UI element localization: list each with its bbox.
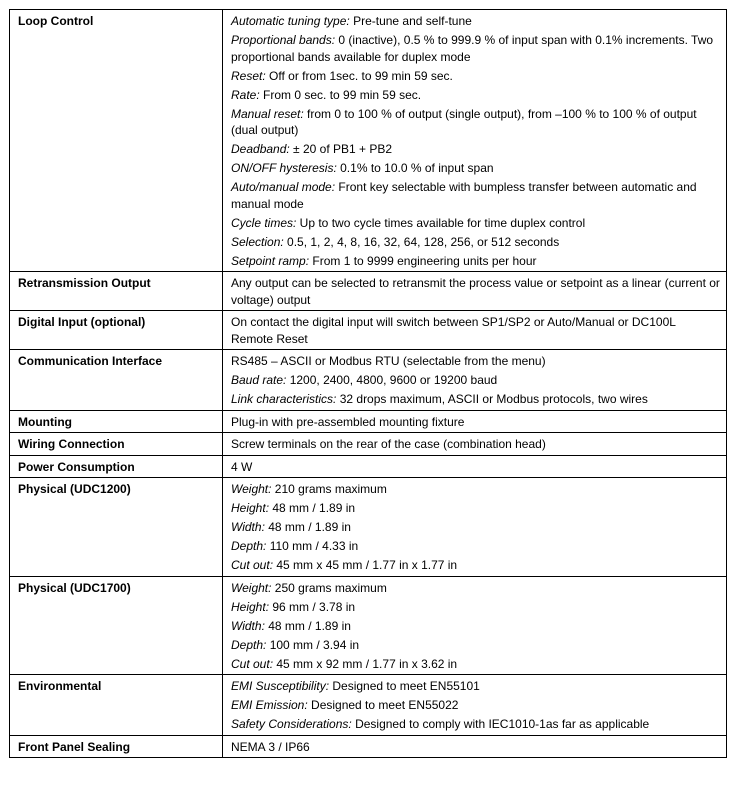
spec-text: Up to two cycle times available for time duplex control — [296, 215, 586, 230]
spec-row — [10, 350, 727, 411]
spec-key: Setpoint ramp: — [231, 253, 310, 268]
spec-label: Retransmission Output — [10, 272, 223, 311]
spec-label: Environmental — [10, 675, 223, 736]
spec-text: 110 mm / 4.33 in — [266, 539, 359, 553]
spec-label: Power Consumption — [10, 455, 223, 478]
spec-key: EMI Susceptibility: — [231, 679, 330, 693]
spec-value-line — [231, 656, 720, 673]
spec-text: Pre-tune and self-tune — [349, 14, 472, 28]
spec-key: Depth: — [231, 637, 267, 652]
spec-value-line — [231, 13, 720, 30]
spec-value-line — [231, 68, 720, 85]
spec-text: 4 W — [231, 459, 253, 474]
spec-value — [223, 433, 727, 456]
specification-table — [9, 9, 727, 758]
spec-value-line — [231, 314, 720, 347]
spec-key: Safety Considerations: — [231, 717, 352, 731]
spec-value-line — [231, 459, 720, 476]
spec-key: Deadband: — [231, 142, 290, 156]
spec-value-line — [231, 436, 720, 453]
spec-key: Automatic tuning type: — [231, 14, 350, 28]
spec-key: Auto/manual mode: — [231, 180, 336, 194]
spec-key: Width: — [231, 520, 265, 534]
spec-key: Proportional bands: — [231, 33, 336, 47]
spec-value-line — [231, 253, 720, 270]
spec-text: Designed to comply with IEC1010-1as far as applicable — [351, 717, 650, 731]
spec-text: 45 mm x 92 mm / 1.77 in x 3.62 in — [273, 656, 458, 671]
spec-key: Height: — [231, 599, 270, 614]
spec-value-line — [231, 106, 720, 139]
spec-text: 32 drops maximum, ASCII or Modbus protocols, two wires — [336, 392, 648, 406]
spec-value-line — [231, 32, 720, 65]
spec-text: From 1 to 9999 engineering units per hour — [309, 253, 537, 268]
spec-text: Plug-in with pre-assembled mounting fixture — [231, 414, 465, 429]
spec-row — [10, 735, 727, 758]
spec-value-line — [231, 481, 720, 498]
spec-row — [10, 455, 727, 478]
spec-key: Cycle times: — [231, 215, 297, 230]
spec-key: Link characteristics: — [231, 392, 337, 406]
spec-text: ± 20 of PB1 + PB2 — [289, 142, 393, 156]
spec-value — [223, 10, 727, 272]
spec-label: Mounting — [10, 410, 223, 433]
spec-text: 45 mm x 45 mm / 1.77 in x 1.77 in — [273, 558, 458, 572]
spec-key: Cut out: — [231, 558, 274, 572]
spec-value-line — [231, 580, 720, 597]
spec-value-line — [231, 160, 720, 177]
spec-value — [223, 576, 727, 675]
spec-value — [223, 455, 727, 478]
spec-value — [223, 311, 727, 350]
spec-value-line — [231, 353, 720, 370]
spec-value-line — [231, 215, 720, 232]
spec-label: Digital Input (optional) — [10, 311, 223, 350]
spec-row — [10, 10, 727, 272]
spec-value-line — [231, 414, 720, 431]
spec-text: from 0 to 100 % of output (single output), from –100 % to 100 % of output (dual output) — [231, 106, 697, 137]
spec-key: Selection: — [231, 234, 284, 249]
specification-table-body — [10, 10, 727, 758]
spec-key: Height: — [231, 501, 270, 515]
spec-value-line — [231, 500, 720, 517]
spec-value-line — [231, 678, 720, 695]
spec-value-line — [231, 179, 720, 212]
spec-value — [223, 410, 727, 433]
spec-text: Any output can be selected to retransmit the process value or setpoint as a linear (current or voltage) output — [231, 276, 720, 307]
spec-key: Manual reset: — [231, 106, 304, 121]
spec-label: Communication Interface — [10, 350, 223, 411]
spec-key: Cut out: — [231, 656, 274, 671]
spec-row — [10, 410, 727, 433]
spec-value-line — [231, 557, 720, 574]
spec-text: On contact the digital input will switch between SP1/SP2 or Auto/Manual or DC100L Remote Reset — [231, 315, 676, 346]
spec-text: RS485 – ASCII or Modbus RTU (selectable from the menu) — [231, 354, 546, 368]
spec-key: Width: — [231, 618, 265, 633]
spec-label: Physical (UDC1700) — [10, 576, 223, 675]
spec-key: Baud rate: — [231, 373, 287, 387]
spec-text: 0 (inactive), 0.5 % to 999.9 % of input span with 0.1% increments. Two proportional bands available for duplex mode — [231, 33, 714, 64]
spec-value — [223, 735, 727, 758]
spec-text: 210 grams maximum — [271, 482, 387, 496]
spec-value — [223, 675, 727, 736]
spec-value-line — [231, 739, 720, 756]
spec-text: 0.5, 1, 2, 4, 8, 16, 32, 64, 128, 256, or 512 seconds — [283, 234, 560, 249]
spec-row — [10, 272, 727, 311]
spec-key: EMI Emission: — [231, 698, 308, 712]
spec-value-line — [231, 519, 720, 536]
spec-row — [10, 478, 727, 577]
spec-text: 96 mm / 3.78 in — [269, 599, 356, 614]
spec-text: 0.1% to 10.0 % of input span — [336, 161, 494, 175]
spec-row — [10, 433, 727, 456]
spec-text: NEMA 3 / IP66 — [231, 739, 310, 754]
spec-row — [10, 576, 727, 675]
spec-value-line — [231, 716, 720, 733]
spec-label: Front Panel Sealing — [10, 735, 223, 758]
spec-label: Loop Control — [10, 10, 223, 272]
spec-text: 48 mm / 1.89 in — [264, 520, 351, 534]
spec-key: ON/OFF hysteresis: — [231, 161, 337, 175]
spec-text: 250 grams maximum — [271, 580, 387, 595]
spec-value-line — [231, 275, 720, 308]
spec-value-line — [231, 87, 720, 104]
spec-value-line — [231, 538, 720, 555]
spec-key: Weight: — [231, 580, 272, 595]
spec-text: 100 mm / 3.94 in — [266, 637, 360, 652]
spec-value-line — [231, 697, 720, 714]
spec-value — [223, 272, 727, 311]
spec-value-line — [231, 372, 720, 389]
spec-value-line — [231, 141, 720, 158]
spec-key: Rate: — [231, 87, 260, 102]
spec-text: From 0 sec. to 99 min 59 sec. — [259, 87, 422, 102]
spec-value-line — [231, 618, 720, 635]
spec-value — [223, 350, 727, 411]
spec-value-line — [231, 391, 720, 408]
spec-text: 48 mm / 1.89 in — [269, 501, 356, 515]
spec-row — [10, 311, 727, 350]
spec-key: Depth: — [231, 539, 267, 553]
spec-key: Reset: — [231, 68, 266, 83]
spec-label: Physical (UDC1200) — [10, 478, 223, 577]
spec-text: Designed to meet EN55101 — [329, 679, 480, 693]
spec-value-line — [231, 599, 720, 616]
spec-key: Weight: — [231, 482, 272, 496]
spec-text: Screw terminals on the rear of the case (combination head) — [231, 437, 546, 451]
spec-text: Front key selectable with bumpless transfer between automatic and manual mode — [231, 180, 697, 211]
spec-text: 48 mm / 1.89 in — [264, 618, 351, 633]
spec-label: Wiring Connection — [10, 433, 223, 456]
spec-value-line — [231, 234, 720, 251]
spec-text: Designed to meet EN55022 — [307, 698, 459, 712]
spec-value — [223, 478, 727, 577]
spec-text: Off or from 1sec. to 99 min 59 sec. — [265, 68, 453, 83]
spec-value-line — [231, 637, 720, 654]
spec-text: 1200, 2400, 4800, 9600 or 19200 baud — [286, 373, 498, 387]
spec-row — [10, 675, 727, 736]
